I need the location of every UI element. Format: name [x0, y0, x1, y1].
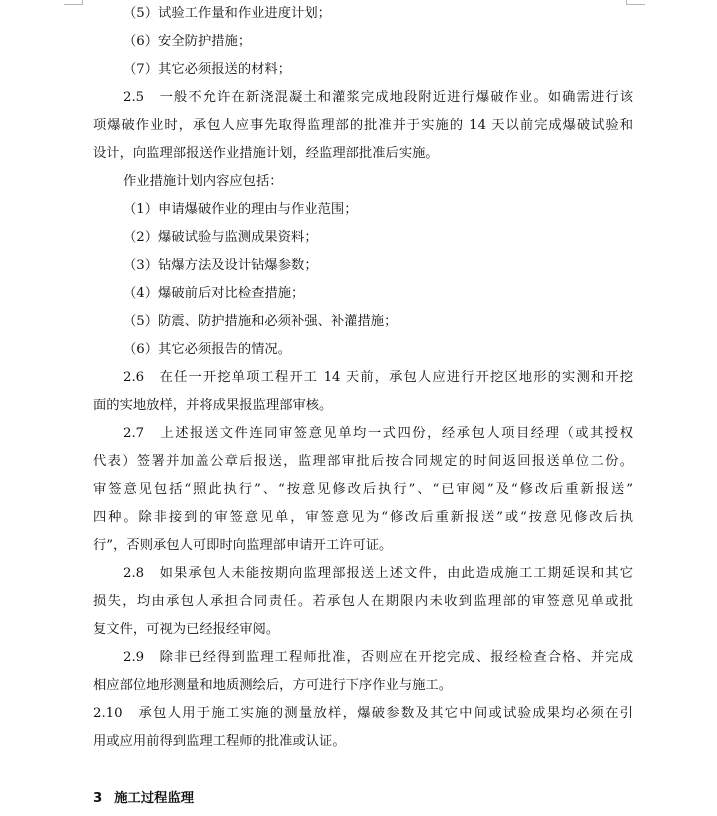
list-item: （7）其它必须报送的材料；: [123, 62, 292, 77]
paragraph-line: 损失，均由承包人承担合同责任。若承包人在期限内未收到监理部的审签意见单或批: [93, 594, 633, 609]
paragraph-line: 2.6 在任一开挖单项工程开工 14 天前，承包人应进行开挖区地形的实测和开挖: [123, 370, 633, 385]
paragraph-2-9: [93, 644, 633, 700]
section-heading: [93, 785, 194, 813]
list-item: （6）安全防护措施；: [123, 34, 252, 49]
paragraph-line: 审签意见包括“照此执行”、“按意见修改后执行”、“已审阅”及“修改后重新报送”: [93, 482, 633, 497]
list-item: （1）申请爆破作业的理由与作业范围；: [123, 202, 358, 217]
paragraph-line: 面的实地放样，并将成果报监理部审核。: [93, 398, 333, 413]
paragraph-2-5: [93, 84, 633, 168]
paragraph-2-6: [93, 364, 633, 420]
list-item: （6）其它必须报告的情况。: [123, 342, 292, 357]
paragraph-line: 2.10 承包人用于施工实施的测量放样，爆破参数及其它中间或试验成果均必须在引: [93, 706, 633, 721]
paragraph-2-10: [93, 700, 633, 756]
paragraph-line: 2.7 上述报送文件连同审签意见单均一式四份，经承包人项目经理（或其授权: [123, 426, 633, 441]
paragraph-line: 2.5 一般不允许在新浇混凝土和灌浆完成地段附近进行爆破作业。如确需进行该: [123, 90, 633, 105]
list-item: （2）爆破试验与监测成果资料；: [123, 230, 318, 245]
paragraph-line: 项爆破作业时，承包人应事先取得监理部的批准并于实施的 14 天以前完成爆破试验和: [93, 118, 633, 133]
paragraph-line: 2.8 如果承包人未能按期向监理部报送上述文件，由此造成施工工期延误和其它: [123, 566, 633, 581]
paragraph-line: 代表）签署并加盖公章后报送，监理部审批后按合同规定的时间返回报送单位二份。: [93, 454, 633, 469]
paragraph-line: 2.9 除非已经得到监理工程师批准，否则应在开挖完成、报经检查合格、并完成: [123, 650, 633, 665]
list-item: （3）钻爆方法及设计钻爆参数；: [123, 258, 318, 273]
paragraph-line: 四种。除非接到的审签意见单，审签意见为“修改后重新报送”或“按意见修改后执: [93, 510, 633, 525]
paragraph-2-7: [93, 420, 633, 560]
paragraph-line: 复文件，可视为已经报经审阅。: [93, 622, 280, 637]
paragraph-line: 用或应用前得到监理工程师的批准或认证。: [93, 734, 346, 749]
plan-intro: 作业措施计划内容应包括：: [123, 174, 283, 189]
section-title: 施工过程监理: [114, 791, 195, 806]
list-item: （4）爆破前后对比检查措施；: [123, 286, 305, 301]
page-corner-mark-left: [64, 0, 83, 5]
paragraph-2-8: [93, 560, 633, 644]
list-item: （5）防震、防护措施和必须补强、补灌措施；: [123, 314, 398, 329]
paragraph-line: 行”，否则承包人可即时向监理部申请开工许可证。: [93, 538, 393, 553]
section-number: 3: [93, 791, 103, 806]
paragraph-line: 相应部位地形测量和地质测绘后，方可进行下序作业与施工。: [93, 678, 453, 693]
paragraph-line: 设计，向监理部报送作业措施计划，经监理部批准后实施。: [93, 146, 439, 161]
list-item: （5）试验工作量和作业进度计划；: [123, 6, 331, 21]
